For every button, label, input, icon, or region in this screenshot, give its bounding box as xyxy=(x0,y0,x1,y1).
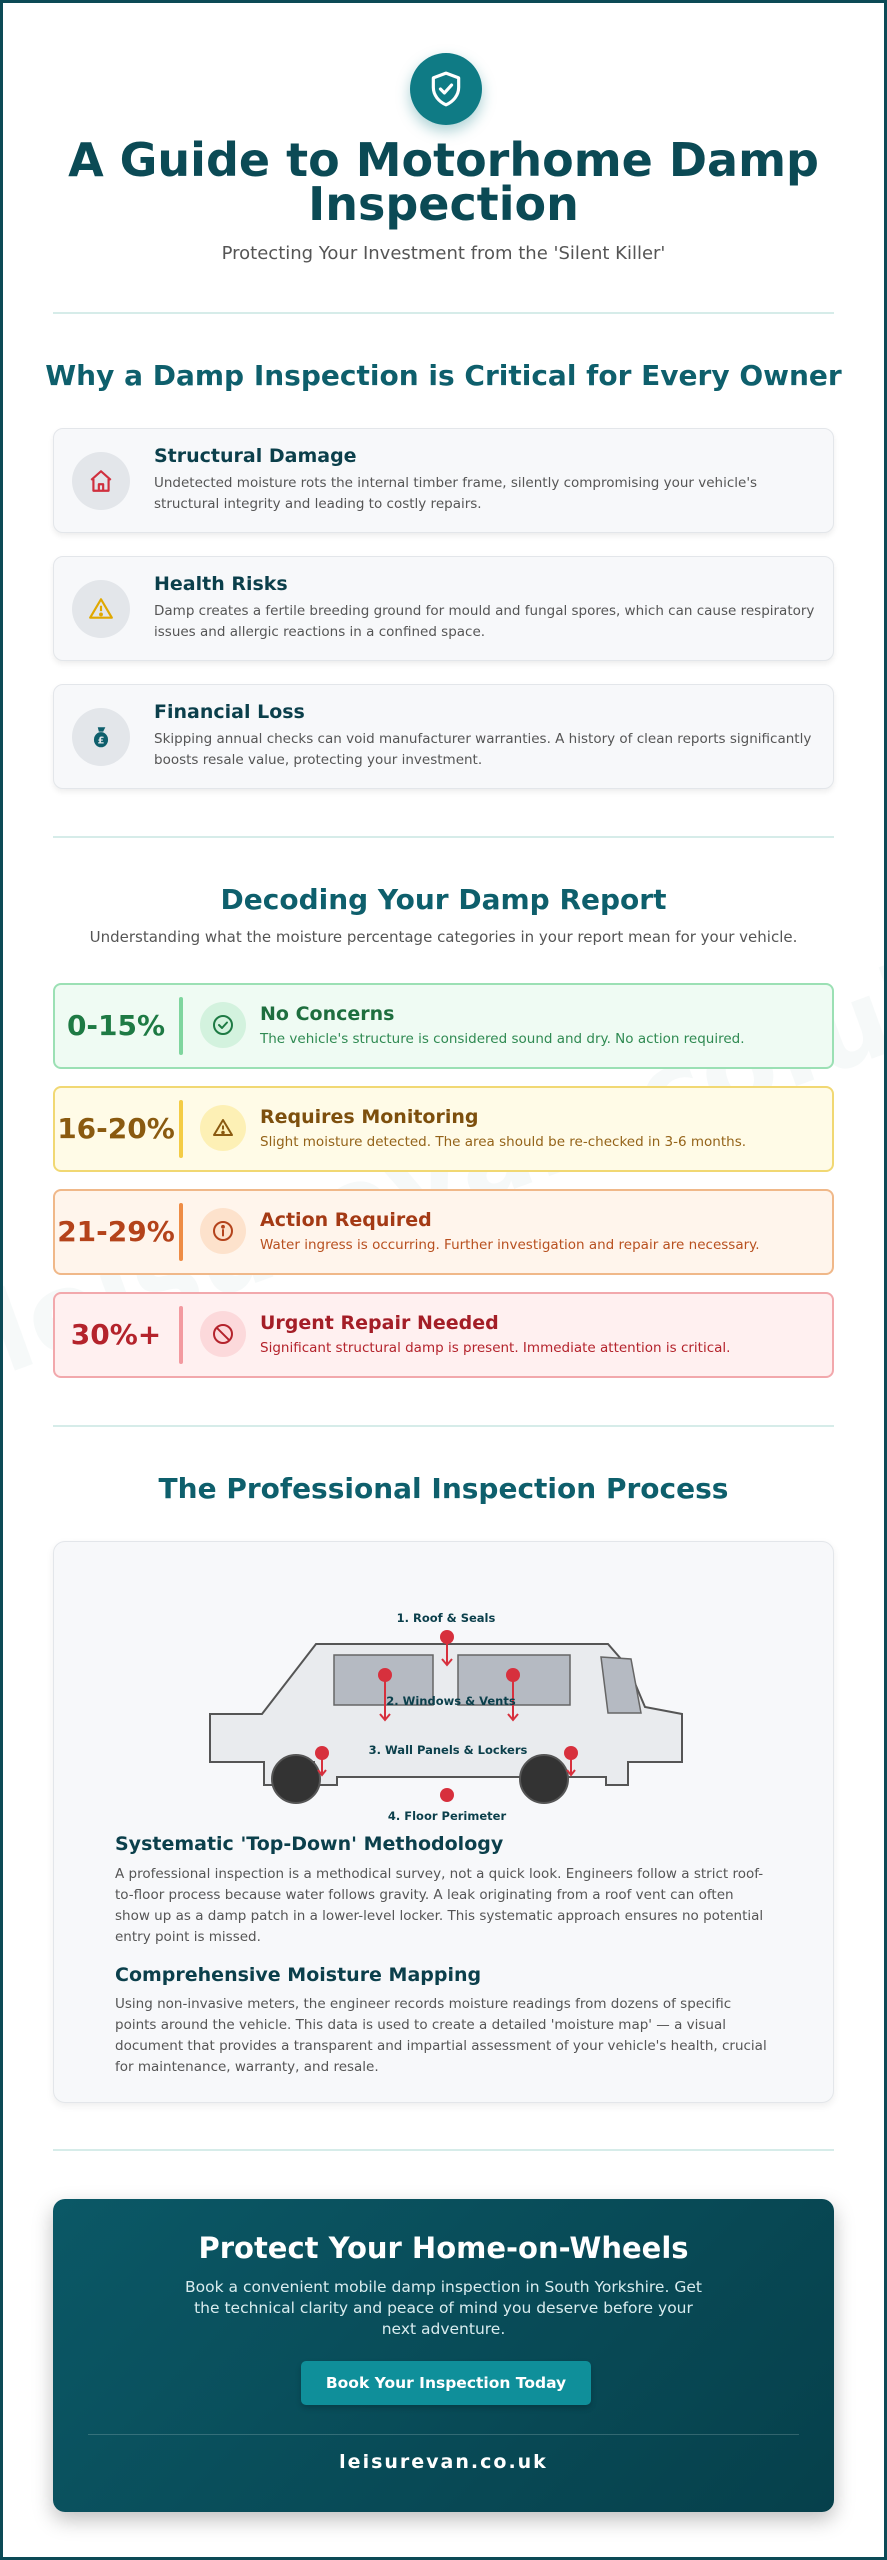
band-range: 0-15% xyxy=(66,1009,166,1042)
band-range: 30%+ xyxy=(70,1318,162,1351)
band-title: Urgent Repair Needed xyxy=(260,1312,499,1334)
section-divider xyxy=(53,1425,834,1427)
warning-icon xyxy=(72,580,130,638)
money-icon xyxy=(72,708,130,766)
marker-wall xyxy=(564,1746,578,1760)
diagram-label-walls: 3. Wall Panels & Lockers xyxy=(368,1743,528,1757)
marker-wall xyxy=(315,1746,329,1760)
band-text: Slight moisture detected. The area should be re-checked in 3-6 months. xyxy=(260,1134,747,1150)
band-range: 21-29% xyxy=(57,1215,175,1248)
svg-text:£: £ xyxy=(97,735,105,747)
section-divider xyxy=(53,836,834,838)
warning-icon xyxy=(200,1105,246,1151)
section-divider xyxy=(53,2149,834,2151)
house-icon xyxy=(72,452,130,510)
shield-check-icon xyxy=(410,53,482,125)
why-heading: Why a Damp Inspection is Critical for Every Owner xyxy=(45,359,842,392)
card-text: Undetected moisture rots the internal timber frame, silently compromising your vehicle's structural integrity and leading to costly repairs. xyxy=(154,475,758,512)
marker-floor xyxy=(440,1788,454,1802)
band-requires-monitoring xyxy=(53,1086,834,1172)
cta-heading: Protect Your Home-on-Wheels xyxy=(198,2231,689,2265)
prohibited-icon xyxy=(200,1311,246,1357)
band-text: Water ingress is occurring. Further investigation and repair are necessary. xyxy=(260,1237,760,1253)
site-link[interactable]: leisurevan.co.uk xyxy=(339,2451,548,2473)
band-accent-bar xyxy=(179,1203,183,1261)
marker-window xyxy=(378,1668,392,1682)
card-title: Health Risks xyxy=(154,573,288,595)
card-health-risks xyxy=(53,556,834,661)
card-structural-damage xyxy=(53,428,834,533)
band-accent-bar xyxy=(179,997,183,1055)
band-title: Requires Monitoring xyxy=(260,1106,479,1128)
wheel xyxy=(520,1755,568,1803)
marker-window xyxy=(506,1668,520,1682)
motorhome-diagram xyxy=(54,1597,839,1837)
page-title: A Guide to Motorhome Damp Inspection xyxy=(68,133,819,231)
card-text: Skipping annual checks can void manufacturer warranties. A history of clean reports significantly boosts resale value, protecting your investment. xyxy=(154,731,812,768)
motorhome-door xyxy=(601,1657,641,1713)
marker-roof xyxy=(440,1630,454,1644)
diagram-label-windows: 2. Windows & Vents xyxy=(386,1694,516,1708)
band-accent-bar xyxy=(179,1306,183,1364)
card-title: Structural Damage xyxy=(154,445,357,467)
band-accent-bar xyxy=(179,1100,183,1158)
band-action-required xyxy=(53,1189,834,1275)
cta-panel xyxy=(53,2199,834,2512)
band-title: No Concerns xyxy=(260,1003,395,1025)
process-heading: The Professional Inspection Process xyxy=(158,1472,729,1505)
card-title: Financial Loss xyxy=(154,701,305,723)
page-subtitle: Protecting Your Investment from the 'Silent Killer' xyxy=(221,243,666,264)
report-subheading: Understanding what the moisture percentage categories in your report mean for your vehicle. xyxy=(89,928,798,946)
band-title: Action Required xyxy=(260,1209,432,1231)
band-text: The vehicle's structure is considered sound and dry. No action required. xyxy=(260,1031,745,1047)
band-no-concerns xyxy=(53,983,834,1069)
cta-divider xyxy=(88,2434,799,2435)
card-text: Damp creates a fertile breeding ground for mould and fungal spores, which can cause respiratory issues and allergic reactions in a confined space. xyxy=(154,603,815,640)
mapping-text: Using non-invasive meters, the engineer records moisture readings from dozens of specific points around the vehicle. This data is used to create a detailed 'moisture map' — a visual document that provides a transparent and impartial assessment of your vehicle's health, crucial for maintenance, warranty, and resale. xyxy=(115,1996,767,2075)
section-divider xyxy=(53,312,834,314)
diagram-label-floor: 4. Floor Perimeter xyxy=(387,1809,507,1823)
diagram-label-roof: 1. Roof & Seals xyxy=(396,1611,496,1625)
band-urgent-repair xyxy=(53,1292,834,1378)
card-financial-loss xyxy=(53,684,834,789)
wheel xyxy=(272,1755,320,1803)
cta-text: Book a convenient mobile damp inspection in South Yorkshire. Get the technical clarity and peace of mind you deserve before your next adventure. xyxy=(185,2278,702,2338)
band-range: 16-20% xyxy=(57,1112,175,1145)
mapping-heading: Comprehensive Moisture Mapping xyxy=(115,1964,482,1986)
methodology-heading: Systematic 'Top-Down' Methodology xyxy=(115,1833,504,1855)
band-text: Significant structural damp is present. Immediate attention is critical. xyxy=(260,1340,731,1356)
book-inspection-button[interactable]: Book Your Inspection Today xyxy=(301,2361,591,2405)
report-heading: Decoding Your Damp Report xyxy=(220,883,667,916)
info-circle-icon xyxy=(200,1208,246,1254)
check-circle-icon xyxy=(200,1002,246,1048)
methodology-text: A professional inspection is a methodical survey, not a quick look. Engineers follow a strict roof-to-floor process because water follows gravity. A leak originating from a roof vent can often show up as a damp patch in a lower-level locker. This systematic approach ensures no potential entry point is missed. xyxy=(115,1866,764,1945)
